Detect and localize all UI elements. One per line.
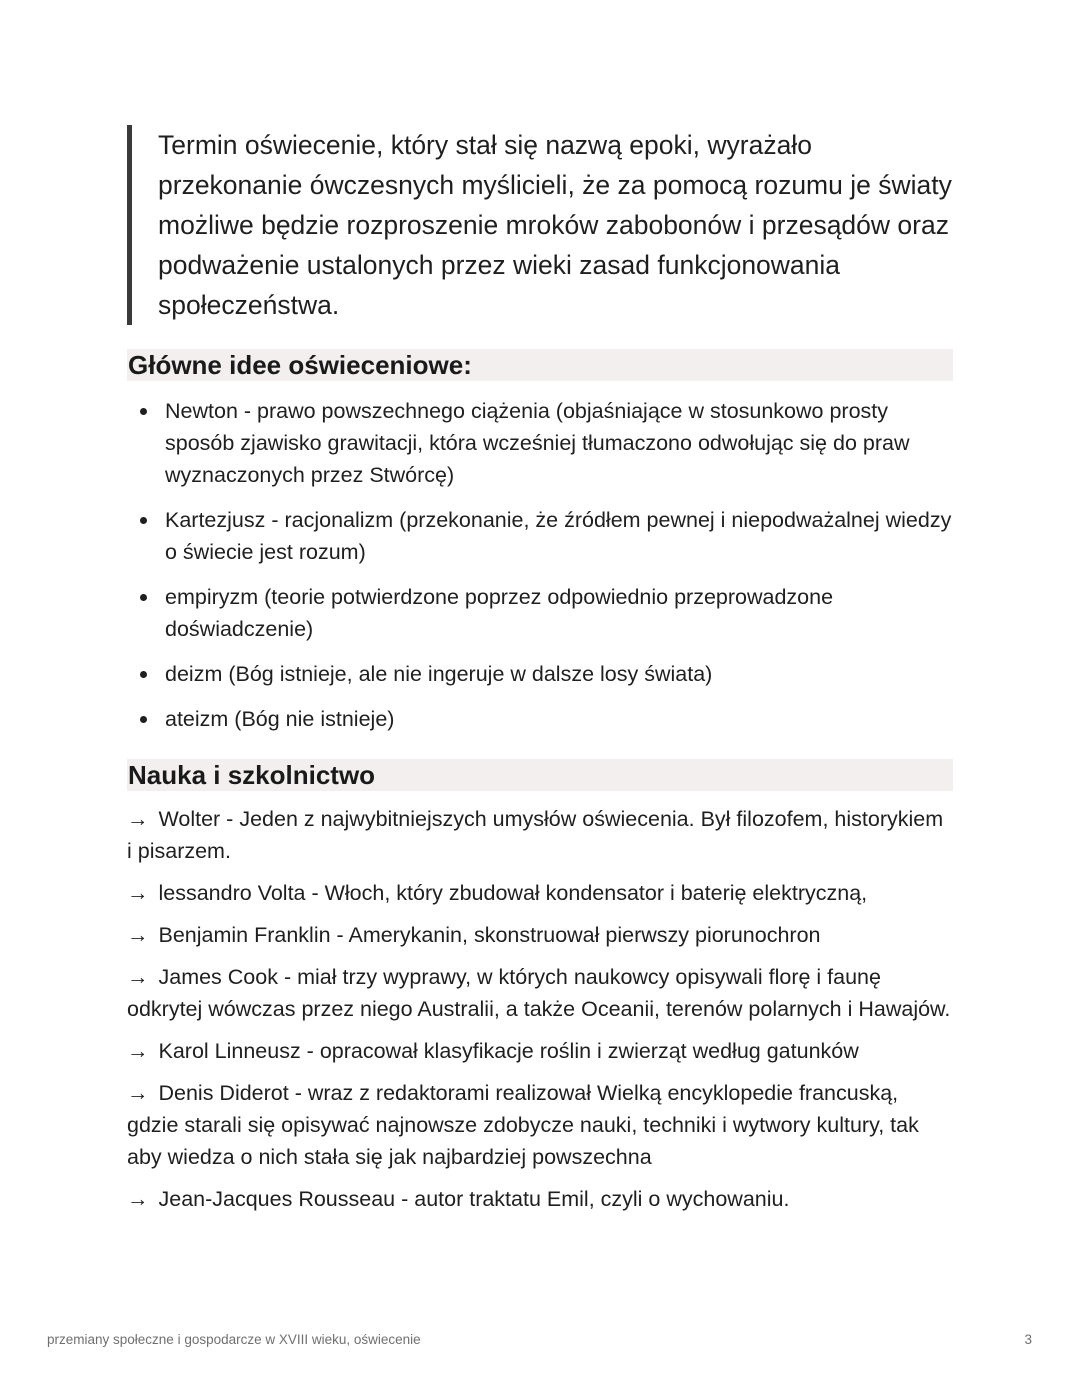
arrow-right-icon: →	[127, 965, 149, 989]
ideas-heading: Główne idee oświeceniowe:	[127, 349, 953, 381]
bullet-icon	[140, 716, 147, 723]
list-item: → Karol Linneusz - opracował klasyfikacje roślin i zwierząt według gatunków	[127, 1039, 859, 1063]
list-item: → Wolter - Jeden z najwybitniejszych umysłów oświecenia. Był filozofem, historykiem i pisarzem.	[127, 807, 944, 863]
list-item: empiryzm (teorie potwierdzone poprzez odpowiednio przeprowadzone doświadczenie)	[127, 581, 953, 645]
list-item: ateizm (Bóg nie istnieje)	[127, 703, 953, 735]
list-item: Newton - prawo powszechnego ciążenia (objaśniające w stosunkowo prosty sposób zjawisko grawitacji, która wcześniej tłumaczono odwołując się do praw wyznaczonych przez Stwórcę)	[127, 395, 953, 491]
arrow-right-icon: →	[127, 1039, 149, 1063]
science-heading: Nauka i szkolnictwo	[127, 759, 953, 791]
arrow-right-icon: →	[127, 923, 149, 947]
list-item: → James Cook - miał trzy wyprawy, w których naukowcy opisywali florę i faunę odkrytej wówczas przez niego Australii, a także Oceanii, terenów polarnych i Hawajów.	[127, 965, 951, 1021]
intro-quote	[127, 125, 953, 325]
arrow-right-icon: →	[127, 881, 149, 905]
arrow-right-icon: →	[127, 1187, 149, 1211]
bullet-icon	[140, 408, 147, 415]
arrow-right-icon: →	[127, 807, 149, 831]
bullet-icon	[140, 594, 147, 601]
list-item: → Benjamin Franklin - Amerykanin, skonstruował pierwszy piorunochron	[127, 923, 821, 947]
list-item: deizm (Bóg istnieje, ale nie ingeruje w dalsze losy świata)	[127, 658, 953, 690]
intro-quote-text: Termin oświecenie, który stał się nazwą epoki, wyrażało przekonanie ówczesnych myślicieli, że za pomocą rozumu je światy możliwe będzie rozproszenie mroków zabobonów i przesądów oraz podważenie ustalonych przez wieki zasad funkcjonowania społeczeństwa.	[158, 130, 952, 320]
document-content	[127, 125, 953, 1225]
science-list	[127, 803, 953, 1215]
ideas-list	[127, 395, 953, 735]
footer-title: przemiany społeczne i gospodarcze w XVIII wieku, oświecenie	[47, 1332, 421, 1347]
bullet-icon	[140, 517, 147, 524]
list-item: → Jean-Jacques Rousseau - autor traktatu Emil, czyli o wychowaniu.	[127, 1187, 790, 1211]
bullet-icon	[140, 671, 147, 678]
list-item: Kartezjusz - racjonalizm (przekonanie, że źródłem pewnej i niepodważalnej wiedzy o świecie jest rozum)	[127, 504, 953, 568]
list-item: → lessandro Volta - Włoch, który zbudował kondensator i baterię elektryczną,	[127, 881, 868, 905]
arrow-right-icon: →	[127, 1081, 149, 1105]
list-item: → Denis Diderot - wraz z redaktorami realizował Wielką encyklopedie francuską, gdzie starali się opisywać najnowsze zdobycze nauki, techniki i wytwory kultury, tak aby wiedza o nich stała się jak najbardziej powszechna	[127, 1081, 919, 1169]
page-number: 3	[1024, 1332, 1032, 1347]
